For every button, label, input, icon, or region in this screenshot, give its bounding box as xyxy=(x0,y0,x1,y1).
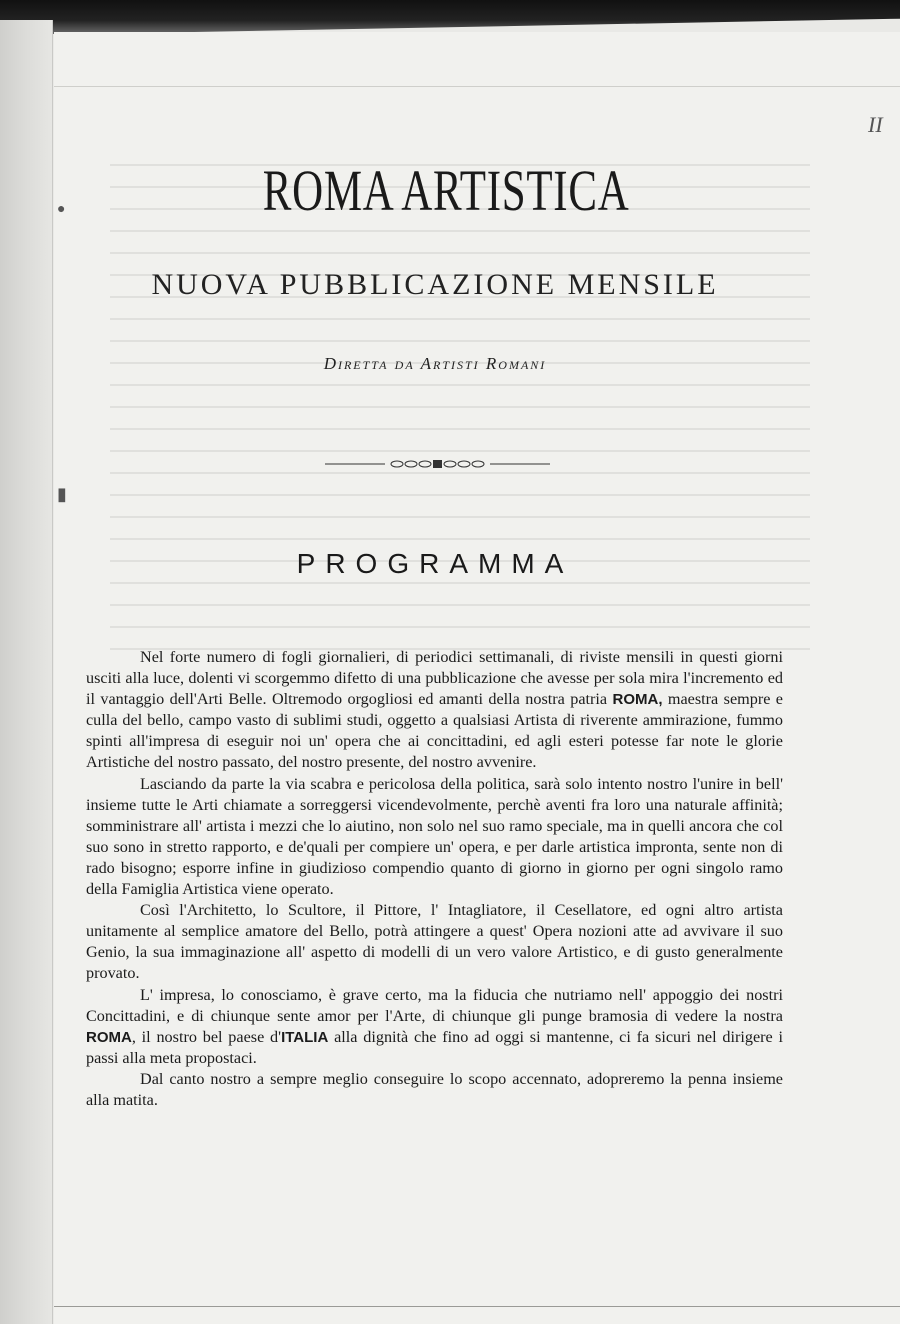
binding-tab-mark: ▮ xyxy=(57,484,67,504)
scan-top-band xyxy=(0,0,900,34)
body-paragraph xyxy=(86,985,783,1069)
emphasized-text: ROMA xyxy=(86,1028,132,1046)
body-paragraph xyxy=(86,1069,783,1111)
paragraph-text: L' impresa, lo conosciamo, è grave certo, ma la fiducia che nutriamo nell' appoggio dei nostri Concittadini, e di chiunque sente amor per l'Arte, di chiunque gli punge bramosia di vedere la nostra xyxy=(86,985,783,1025)
paragraph-text: maestra sempre e culla del bello, campo vasto di sublimi studi, oggetto a qualsiasi Artista di riverente ammirazione, fummo spinti all'impresa di eseguir noi un' opera che ai concittadini, ed agli esteri potesse far note le glorie Artistiche del nostro passato, del nostro presente, del nostro avvenire. xyxy=(86,690,783,772)
paragraph-text: Nel forte numero di fogli giornalieri, di periodici settimanali, di riviste mensili in questi giorni usciti alla luce, dolenti vi scorgemmo difetto di una pubblicazione che avesse per sola mira l'incremento ed il vantaggio dell'Arti Belle. Oltremodo orgogliosi ed amanti della nostra patria xyxy=(86,648,783,709)
paragraph-text: , il nostro bel paese d' xyxy=(131,1027,282,1046)
emphasized-text: ITALIA xyxy=(281,1028,329,1046)
page-top-rule xyxy=(54,86,900,87)
paragraph-text: alla dignità che fino ad oggi si mantenne, ci fa sicuri nel dirigere i passi alla meta propostaci. xyxy=(86,1027,784,1067)
paragraph-text: Così l'Architetto, lo Scultore, il Pittore, l' Intagliatore, il Cesellatore, ed ogni altro artista unitamente al semplice amatore del Bello, potrà attingere a quest' Opera nozioni atte ad avvivare il suo Genio, la sua immaginazione all' aspetto di modelli di un vero valore Artistico, e di gusto generalmente provato. xyxy=(86,901,783,983)
emphasized-text: ROMA, xyxy=(612,691,663,709)
editorial-byline: Diretta da Artisti Romani xyxy=(323,354,547,373)
publication-subtitle: NUOVA PUBBLICAZIONE MENSILE xyxy=(151,268,719,301)
section-heading: PROGRAMMA xyxy=(296,548,574,579)
binding-hole-mark: ● xyxy=(57,202,66,217)
paragraph-text: Lasciando da parte la via scabra e pericolosa della politica, sarà solo intento nostro l'unire in bell' insieme tutte le Arti chiamate a sorreggersi vicendevolmente, perchè aventi fra loro una naturale affinità; somministrare all' artista i mezzi che lo aiutino, non solo nel suo ramo speciale, ma in quelli ancora che col suo sono in stretto rapporto, e de'quali per compiere un' opera, e per darle artistica impronta, sente non di rado bisogno; esporre infine in giudizioso compendio quanto di giorno in giorno per ogni singolo ramo della Famiglia Artistica viene operato. xyxy=(86,774,783,899)
ornamental-divider xyxy=(325,456,550,472)
page-number-mark: II xyxy=(868,112,883,137)
body-paragraph xyxy=(86,774,783,901)
body-paragraph xyxy=(86,647,783,774)
body-paragraph xyxy=(86,900,783,984)
publication-title: ROMA ARTISTICA xyxy=(262,158,630,223)
programma-body xyxy=(86,647,783,1111)
scan-left-edge xyxy=(0,20,53,1324)
paragraph-text: Dal canto nostro a sempre meglio conseguire lo scopo accennato, adopreremo la penna insieme alla matita. xyxy=(86,1069,783,1109)
page-bottom-rule xyxy=(54,1306,900,1307)
